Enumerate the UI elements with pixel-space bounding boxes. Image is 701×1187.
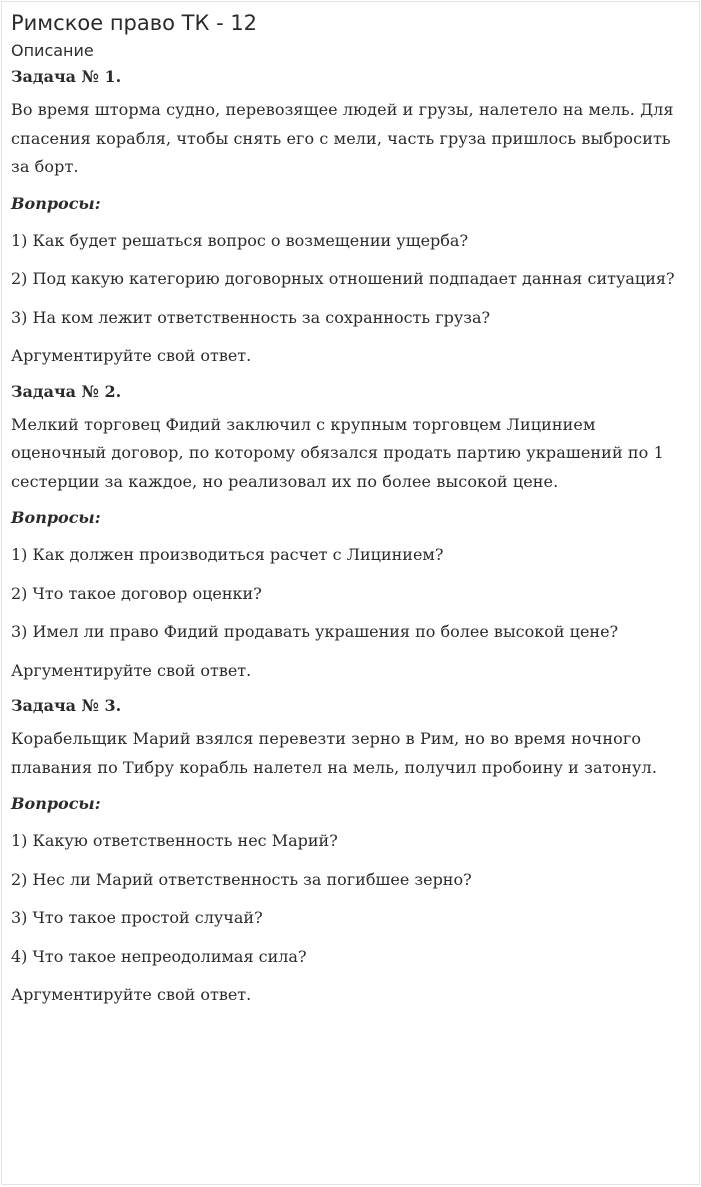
question-item: 3) Имел ли право Фидий продавать украшения по более высокой цене? <box>11 622 619 641</box>
question-item: 2) Под какую категорию договорных отношений подпадает данная ситуация? <box>11 269 675 288</box>
questions-label: Вопросы: <box>11 508 101 527</box>
task-1 <box>11 66 691 371</box>
question-item: 3) На ком лежит ответственность за сохранность груза? <box>11 307 491 327</box>
question-item: 2) Что такое договор оценки? <box>11 583 262 603</box>
question-item: 3) Что такое простой случай? <box>11 908 263 927</box>
closing-text: Аргументируйте свой ответ. <box>11 985 252 1004</box>
document-page <box>1 1 700 1185</box>
question-item: 1) Как должен производиться расчет с Лицинием? <box>11 545 444 564</box>
question-item: 1) Как будет решаться вопрос о возмещении ущерба? <box>11 230 469 250</box>
task-text: Корабельщик Марий взялся перевезти зерно в Рим, но во время ночного плавания по Тибру корабль налетел на мель, получил пробоину и затонул. <box>11 729 658 777</box>
page-title: Римское право ТК - 12 <box>11 11 258 35</box>
closing-text: Аргументируйте свой ответ. <box>11 660 252 680</box>
description-label: Описание <box>11 41 94 60</box>
task-heading: Задача № 3. <box>11 696 122 715</box>
closing-text: Аргументируйте свой ответ. <box>11 346 252 365</box>
question-item: 1) Какую ответственность нес Марий? <box>11 831 338 850</box>
question-item: 4) Что такое непреодолимая сила? <box>11 946 307 966</box>
question-item: 2) Нес ли Марий ответственность за погибшее зерно? <box>11 869 472 889</box>
task-3 <box>11 695 691 1010</box>
questions-label: Вопросы: <box>11 794 101 813</box>
task-2 <box>11 381 691 686</box>
task-text: Мелкий торговец Фидий заключил с крупным торговцем Лицинием оценочный договор, по которому обязался продать партию украшений по 1 сестерции за каждое, но реализовал их по более высокой цене. <box>11 414 664 491</box>
questions-label: Вопросы: <box>11 193 101 213</box>
task-text: Во время шторма судно, перевозящее людей и грузы, налетело на мель. Для спасения корабля, чтобы снять его с мели, часть груза пришлось выбросить за борт. <box>11 100 674 176</box>
task-heading: Задача № 1. <box>11 67 122 86</box>
task-heading: Задача № 2. <box>11 381 122 401</box>
